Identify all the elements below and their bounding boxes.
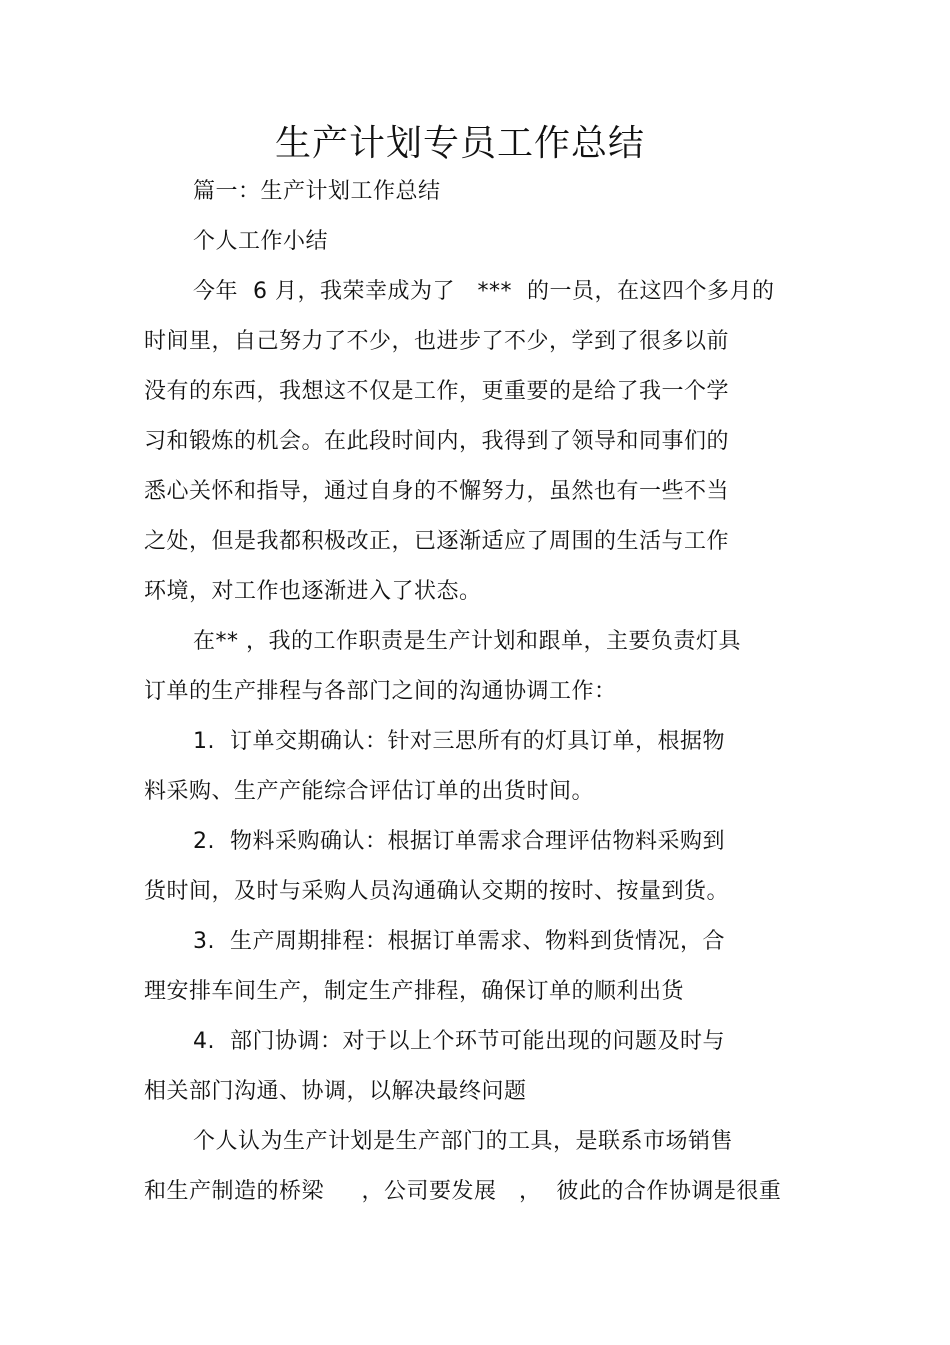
paragraph-line: 和生产制造的桥梁 ，公司要发展 ， 彼此的合作协调是很重 [144, 1179, 782, 1204]
paragraph-line: 今年 6 月，我荣幸成为了 *** 的一员，在这四个多月的 [193, 279, 775, 304]
list-item-line: 4. 部门协调：对于以上个环节可能出现的问题及时与 [193, 1029, 725, 1054]
paragraph-line: 个人认为生产计划是生产部门的工具，是联系市场销售 [193, 1129, 734, 1154]
paragraph-line: 在** ，我的工作职责是生产计划和跟单，主要负责灯具 [193, 629, 741, 654]
paragraph-line: 没有的东西，我想这不仅是工作，更重要的是给了我一个学 [144, 379, 730, 404]
paragraph-line: 时间里，自己努力了不少，也进步了不少，学到了很多以前 [144, 329, 730, 354]
list-item-line: 货时间，及时与采购人员沟通确认交期的按时、按量到货。 [144, 879, 730, 904]
section-heading: 篇一：生产计划工作总结 [193, 179, 441, 204]
paragraph-line: 之处，但是我都积极改正，已逐渐适应了周围的生活与工作 [144, 529, 730, 554]
document-title: 生产计划专员工作总结 [274, 123, 645, 164]
paragraph-line: 习和锻炼的机会。在此段时间内，我得到了领导和同事们的 [144, 429, 730, 454]
list-item-line: 3. 生产周期排程：根据订单需求、物料到货情况，合 [193, 929, 725, 954]
list-item-line: 理安排车间生产，制定生产排程，确保订单的顺利出货 [144, 979, 685, 1004]
list-item-line: 料采购、生产产能综合评估订单的出货时间。 [144, 779, 595, 804]
paragraph-line: 悉心关怀和指导，通过自身的不懈努力，虽然也有一些不当 [144, 479, 730, 504]
list-item-line: 1. 订单交期确认：针对三思所有的灯具订单，根据物 [193, 729, 725, 754]
paragraph-line: 订单的生产排程与各部门之间的沟通协调工作： [144, 679, 617, 704]
subsection-heading: 个人工作小结 [193, 229, 329, 254]
list-item-line: 2. 物料采购确认：根据订单需求合理评估物料采购到 [193, 829, 725, 854]
paragraph-line: 环境，对工作也逐渐进入了状态。 [144, 579, 482, 604]
list-item-line: 相关部门沟通、协调，以解决最终问题 [144, 1079, 527, 1104]
